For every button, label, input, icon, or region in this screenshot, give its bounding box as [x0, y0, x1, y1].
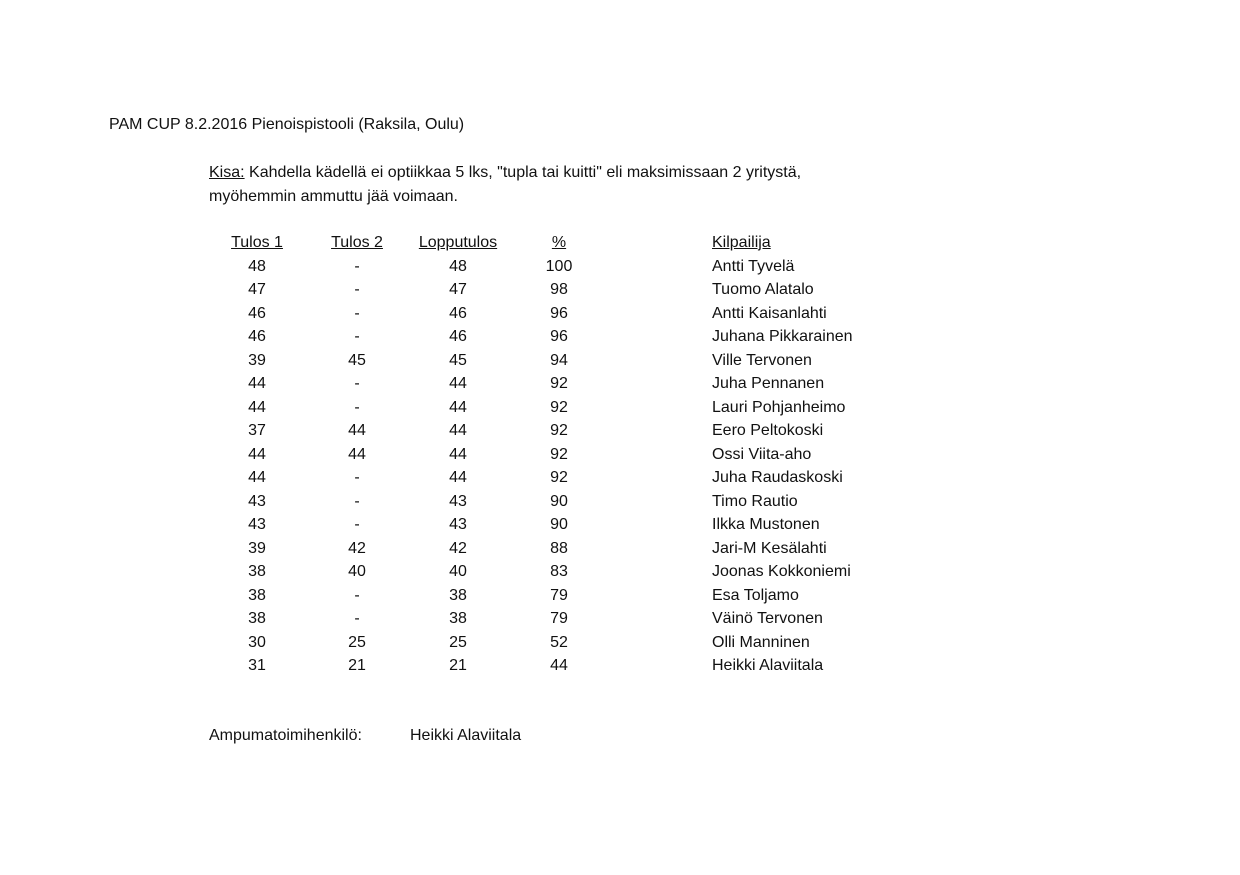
table-row [207, 560, 972, 584]
table-row [207, 466, 972, 490]
competition-description [209, 161, 909, 209]
cell-lopputulos: 44 [449, 422, 467, 439]
table-row [207, 302, 972, 326]
table-row [207, 349, 972, 373]
cell-percent: 98 [550, 281, 568, 298]
cell-tulos-2: - [354, 328, 360, 345]
cell-lopputulos: 43 [449, 492, 467, 510]
cell-percent: 92 [550, 375, 568, 392]
cell-spacer [609, 349, 712, 373]
cell-lopputulos: 38 [449, 610, 467, 627]
cell-tulos-2: 40 [348, 563, 366, 580]
cell-tulos-2: - [354, 257, 360, 275]
cell-tulos-1: 39 [248, 351, 266, 369]
cell-lopputulos: 42 [449, 539, 467, 557]
table-row [207, 396, 972, 420]
cell-percent: 92 [550, 469, 568, 486]
cell-kilpailija: Väinö Tervonen [712, 610, 823, 627]
cell-percent: 79 [550, 586, 568, 604]
cell-tulos-2: 45 [348, 351, 366, 369]
table-row [207, 419, 972, 443]
cell-tulos-1: 44 [248, 469, 266, 486]
cell-tulos-1: 46 [248, 304, 266, 322]
cell-tulos-2: - [354, 516, 360, 533]
range-officer [209, 725, 522, 747]
cell-tulos-2: 44 [348, 445, 366, 463]
cell-tulos-2: 42 [348, 539, 366, 557]
cell-spacer [609, 584, 712, 608]
cell-tulos-1: 47 [248, 281, 266, 298]
cell-kilpailija: Juha Pennanen [712, 375, 825, 392]
cell-kilpailija: Juhana Pikkarainen [712, 328, 853, 345]
range-officer-label: Ampumatoimihenkilö: [209, 727, 362, 744]
description-text-1: Kahdella kädellä ei optiikkaa 5 lks, "tupla tai kuitti" eli maksimissaan 2 yritystä, [244, 164, 802, 181]
cell-tulos-2: 21 [348, 657, 366, 674]
cell-lopputulos: 48 [449, 257, 467, 275]
cell-kilpailija: Antti Tyvelä [712, 257, 795, 275]
cell-tulos-1: 38 [248, 586, 266, 604]
cell-percent: 90 [550, 516, 568, 533]
cell-spacer [609, 396, 712, 420]
kisa-label: Kisa: [209, 164, 245, 181]
cell-spacer [609, 513, 712, 537]
cell-kilpailija: Olli Manninen [712, 633, 810, 651]
cell-tulos-1: 30 [248, 633, 266, 651]
cell-spacer [609, 607, 712, 631]
cell-kilpailija: Joonas Kokkoniemi [712, 563, 851, 580]
table-row [207, 372, 972, 396]
table-row [207, 255, 972, 279]
cell-lopputulos: 44 [449, 445, 467, 463]
table-row [207, 607, 972, 631]
results-header-row [207, 231, 972, 255]
cell-lopputulos: 46 [449, 328, 467, 345]
cell-tulos-1: 39 [248, 539, 266, 557]
cell-tulos-2: - [354, 375, 360, 392]
cell-tulos-2: - [354, 610, 360, 627]
cell-tulos-1: 37 [248, 422, 266, 439]
cell-spacer [609, 490, 712, 514]
cell-lopputulos: 44 [449, 398, 467, 416]
cell-spacer [609, 443, 712, 467]
table-row [207, 278, 972, 302]
cell-kilpailija: Ville Tervonen [712, 351, 812, 369]
cell-percent: 52 [550, 633, 568, 651]
cell-lopputulos: 25 [449, 633, 467, 651]
cell-percent: 94 [550, 351, 568, 369]
cell-tulos-1: 38 [248, 563, 266, 580]
cell-percent: 92 [550, 445, 568, 463]
header-tulos-2: Tulos 2 [331, 234, 383, 251]
cell-tulos-2: - [354, 398, 360, 416]
cell-spacer [609, 631, 712, 655]
cell-percent: 88 [550, 539, 568, 557]
cell-kilpailija: Juha Raudaskoski [712, 469, 843, 486]
header-kilpailija: Kilpailija [712, 234, 771, 251]
cell-spacer [609, 466, 712, 490]
cell-lopputulos: 45 [449, 351, 467, 369]
cell-tulos-2: - [354, 281, 360, 298]
cell-lopputulos: 43 [449, 516, 467, 533]
cell-lopputulos: 44 [449, 375, 467, 392]
table-row [207, 325, 972, 349]
table-row [207, 631, 972, 655]
cell-tulos-2: 25 [348, 633, 366, 651]
cell-lopputulos: 21 [449, 657, 467, 674]
description-line-1 [209, 161, 909, 185]
cell-tulos-1: 44 [248, 375, 266, 392]
cell-spacer [609, 302, 712, 326]
cell-tulos-1: 43 [248, 516, 266, 533]
document-title: PAM CUP 8.2.2016 Pienoispistooli (Raksila, Oulu) [109, 116, 465, 133]
cell-kilpailija: Tuomo Alatalo [712, 281, 814, 298]
cell-lopputulos: 46 [449, 304, 467, 322]
cell-spacer [609, 560, 712, 584]
cell-kilpailija: Esa Toljamo [712, 586, 799, 604]
cell-percent: 44 [550, 657, 568, 674]
cell-kilpailija: Timo Rautio [712, 492, 798, 510]
table-row [207, 513, 972, 537]
cell-tulos-1: 44 [248, 445, 266, 463]
cell-spacer [609, 654, 712, 678]
cell-percent: 96 [550, 328, 568, 345]
cell-tulos-1: 31 [248, 657, 266, 674]
cell-percent: 83 [550, 563, 568, 580]
cell-kilpailija: Eero Peltokoski [712, 422, 824, 439]
cell-tulos-1: 44 [248, 398, 266, 416]
results-table [207, 231, 972, 678]
results-body [207, 255, 972, 678]
table-row [207, 537, 972, 561]
cell-tulos-1: 48 [248, 257, 266, 275]
table-row [207, 584, 972, 608]
cell-tulos-2: - [354, 586, 360, 604]
table-row [207, 490, 972, 514]
cell-tulos-2: - [354, 469, 360, 486]
cell-percent: 90 [550, 492, 568, 510]
header-tulos-1: Tulos 1 [231, 234, 283, 251]
cell-lopputulos: 40 [449, 563, 467, 580]
range-officer-name: Heikki Alaviitala [410, 727, 522, 744]
cell-tulos-1: 38 [248, 610, 266, 627]
cell-spacer [609, 372, 712, 396]
cell-percent: 79 [550, 610, 568, 627]
cell-lopputulos: 44 [449, 469, 467, 486]
cell-spacer [609, 325, 712, 349]
cell-tulos-1: 46 [248, 328, 266, 345]
cell-tulos-1: 43 [248, 492, 266, 510]
header-percent: % [551, 234, 567, 251]
cell-spacer [609, 537, 712, 561]
cell-tulos-2: 44 [348, 422, 366, 439]
cell-percent: 96 [550, 304, 568, 322]
cell-tulos-2: - [354, 492, 360, 510]
cell-kilpailija: Ossi Viita-aho [712, 445, 812, 463]
cell-kilpailija: Jari-M Kesälahti [712, 539, 827, 557]
cell-spacer [609, 419, 712, 443]
cell-tulos-2: - [354, 304, 360, 322]
cell-percent: 100 [545, 257, 573, 275]
cell-kilpailija: Heikki Alaviitala [712, 657, 824, 674]
cell-kilpailija: Antti Kaisanlahti [712, 304, 827, 322]
header-spacer [609, 231, 712, 255]
table-row [207, 654, 972, 678]
cell-spacer [609, 255, 712, 279]
cell-percent: 92 [550, 422, 568, 439]
cell-spacer [609, 278, 712, 302]
description-line-2: myöhemmin ammuttu jää voimaan. [209, 188, 458, 205]
cell-kilpailija: Lauri Pohjanheimo [712, 398, 846, 416]
cell-percent: 92 [550, 398, 568, 416]
cell-lopputulos: 47 [449, 281, 467, 298]
table-row [207, 443, 972, 467]
header-lopputulos: Lopputulos [418, 234, 498, 251]
cell-lopputulos: 38 [449, 586, 467, 604]
cell-kilpailija: Ilkka Mustonen [712, 516, 820, 533]
